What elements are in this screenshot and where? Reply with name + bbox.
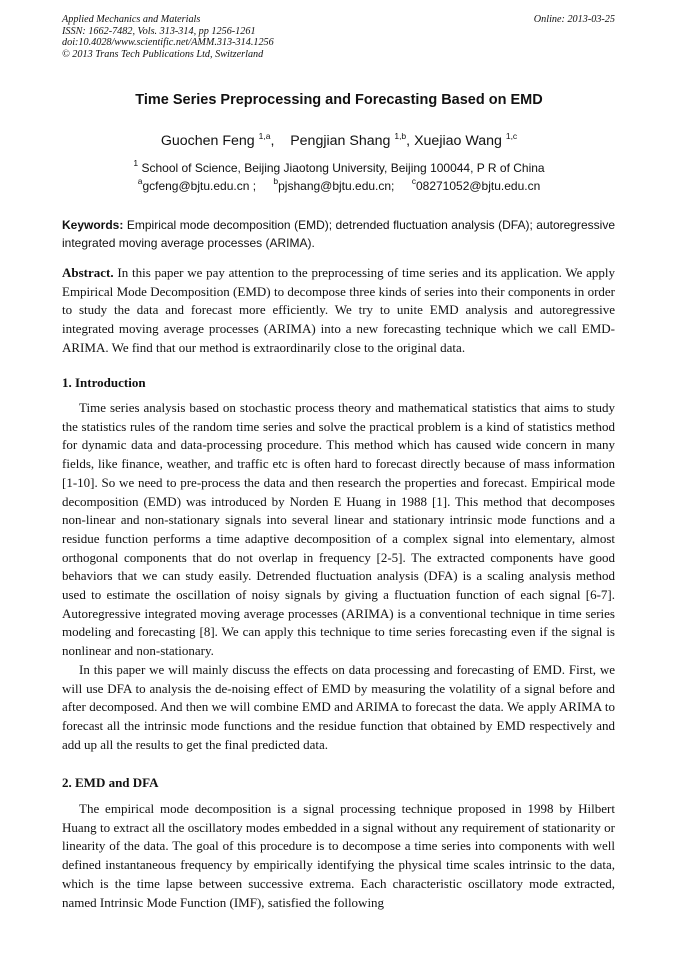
affiliation — [0, 158, 678, 175]
abstract-text: In this paper we pay attention to the preprocessing of time series and its application. We apply Empirical Mode Decomposition (EMD) to decompose three kinds of series into their components in order to study the data and forecast more efficiently. We try to unite EMD analysis and autoregressive integrated moving average processes (ARIMA) into a new forecasting technique which we call EMD-ARIMA. We find that our method is extraordinarily close to the original data. — [62, 265, 616, 355]
email-address[interactable]: pjshang@bjtu.edu.cn; — [278, 179, 395, 193]
email-address[interactable]: 08271052@bjtu.edu.cn — [415, 179, 541, 193]
section-body — [62, 800, 615, 912]
issn-line: ISSN: 1662-7482, Vols. 313-314, pp 1256-1261 — [62, 25, 256, 37]
author-affil-mark: 1,a — [258, 131, 271, 141]
online-date: Online: 2013-03-25 — [533, 14, 615, 25]
paragraph: The empirical mode decomposition is a signal processing technique proposed in 1998 by Hilbert Huang to extract all the oscillatory modes embedded in a signal without any requirement of stationarity or linearity of the data. The goal of this procedure is to decompose a time series into components with well defined instantaneous frequency by empirically identifying the physical time scales intrinsic to the data, which is the time lapse between successive extrema. Each characteristic oscillatory mode extracted, named Intrinsic Mode Function (IMF), satisfied the following — [62, 801, 615, 910]
copyright-line: © 2013 Trans Tech Publications Ltd, Switzerland — [62, 48, 264, 60]
keywords-block — [62, 217, 615, 252]
running-header — [62, 14, 615, 60]
author-affil-mark: 1,c — [505, 131, 518, 141]
author-separator: , — [406, 133, 411, 149]
abstract-block — [62, 264, 615, 358]
author-separator: , — [270, 133, 275, 149]
paper-title: Time Series Preprocessing and Forecasting Based on EMD — [135, 92, 543, 108]
email-mark: c — [411, 176, 416, 186]
doi-line: doi:10.4028/www.scientific.net/AMM.313-314.1256 — [62, 37, 274, 49]
affiliation-text: School of Science, Beijing Jiaotong University, Beijing 100044, P R of China — [141, 161, 545, 175]
author-name: Xuejiao Wang — [414, 133, 502, 149]
section-heading: 2. EMD and DFA — [62, 775, 159, 790]
author-name: Guochen Feng — [160, 133, 255, 149]
email-address[interactable]: gcfeng@bjtu.edu.cn ; — [142, 179, 257, 193]
email-mark: a — [137, 176, 143, 186]
journal-name: Applied Mechanics and Materials — [62, 14, 201, 25]
keywords-text: Empirical mode decomposition (EMD); detrended fluctuation analysis (DFA); autoregressive integrated moving average processes (ARIMA). — [62, 218, 615, 250]
author-list — [0, 133, 678, 149]
affiliation-mark: 1 — [133, 158, 139, 168]
paragraph: In this paper we will mainly discuss the effects on data processing and forecasting of EMD. First, we will use DFA to analysis the de-noising effect of EMD by measuring the volatility of a signal before and after decomposed. And then we will combine EMD and ARIMA to forecast the data. We apply ARIMA to forecast all the intrinsic mode functions and the residue function that obtained by EMD respectively and add up all the results to get the final predicted data. — [62, 661, 615, 752]
paragraph: Time series analysis based on stochastic process theory and mathematical statistics that aims to study the statistics rules of the random time series and solve the practical problem is a kind of statistics method for dynamic data and data-processing procedure. This method which has caused wide concern in many fields, like finance, weather, and traffic etc is often hard to forecast directly because of mass information [1-10]. So we need to pre-process the data and then research the properties and forecast. Empirical mode decomposition (EMD) was introduced by Norden E Huang in 1988 [1]. This method that decomposes non-linear and non-stationary signals into several linear and stationary intrinsic mode functions and a residue function performs a time adaptive decomposition of a complex signal into elementary, almost orthogonal components that do not overlap in frequency [2-5]. The extracted components have good behaviors that we can study easily. Detrended fluctuation analysis (DFA) is a scaling analysis method used to estimate the oscillation of noisy signals by giving a fluctuation function of each signal [6-7]. Autoregressive integrated moving average processes (ARIMA) is a conventional technique in time series modeling and forecasting [8]. We can apply this technique to time series forecasting even if the signal is nonlinear and non-stationary. — [62, 400, 615, 659]
author-affil-mark: 1,b — [394, 131, 407, 141]
author-emails — [0, 176, 678, 193]
email-mark: b — [273, 176, 279, 186]
section-body — [62, 399, 615, 754]
section-heading: 1. Introduction — [62, 375, 146, 390]
abstract-label: Abstract. — [62, 265, 114, 280]
author-name: Pengjian Shang — [290, 133, 391, 149]
keywords-label: Keywords: — [62, 218, 124, 232]
